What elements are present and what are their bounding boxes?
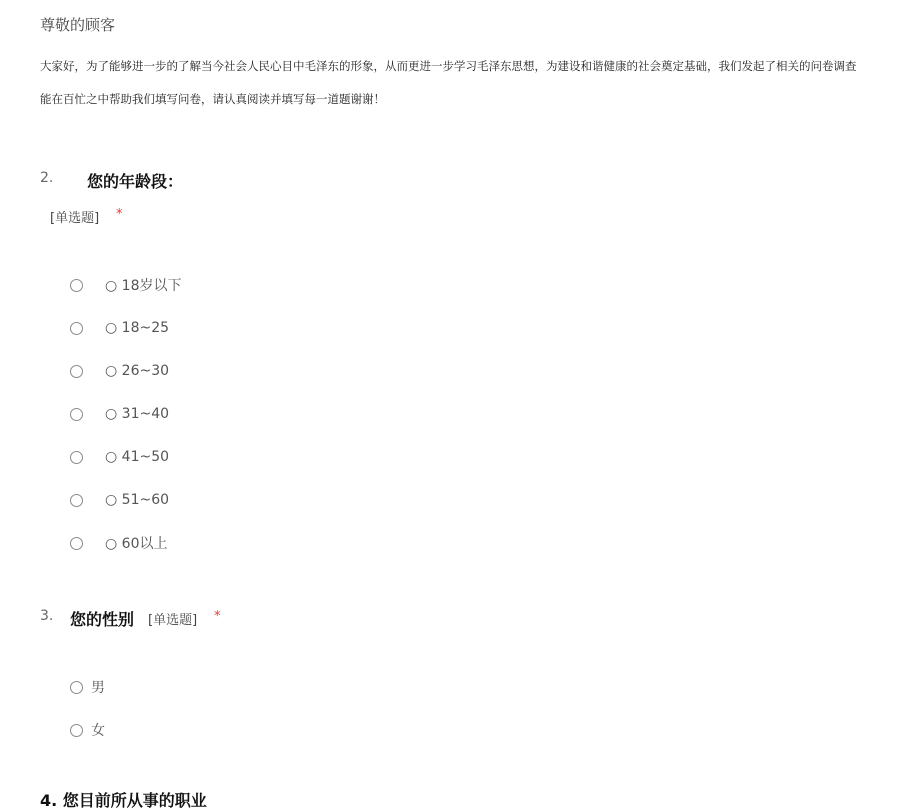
option-gender-male[interactable]	[70, 676, 105, 698]
option-gender-female[interactable]	[70, 719, 105, 741]
option-age-51-60[interactable]	[70, 489, 169, 511]
radio-button[interactable]	[70, 365, 83, 378]
option-age-26-30[interactable]	[70, 360, 169, 382]
option-label: ○ 18岁以下	[105, 278, 182, 294]
option-label: ○ 26~30	[105, 363, 170, 379]
radio-button[interactable]	[70, 681, 83, 694]
option-age-under-18[interactable]	[70, 274, 181, 296]
option-label: 女	[91, 723, 105, 739]
option-label: ○ 60以上	[105, 536, 168, 552]
question-title: 您的性别	[70, 610, 135, 629]
option-age-over-60[interactable]	[70, 532, 167, 554]
required-marker: *	[214, 609, 221, 624]
radio-button[interactable]	[70, 322, 83, 335]
option-age-18-25[interactable]	[70, 317, 169, 339]
radio-button[interactable]	[70, 494, 83, 507]
required-marker: *	[116, 207, 123, 222]
greeting-title: 尊敬的顾客	[40, 16, 116, 34]
radio-button[interactable]	[70, 408, 83, 421]
option-label: ○ 41~50	[105, 449, 170, 465]
question-number: 3.	[40, 608, 54, 624]
question-title: 您的年龄段：	[87, 172, 184, 191]
question-type-label: [单选题]	[50, 211, 100, 226]
intro-text-line-1: 大家好，为了能够进一步的了解当今社会人民心目中毛泽东的形象，从而更进一步学习毛泽东思想，为建设和谐健康的社会奠定基础，我们发起了相关的问卷调查	[40, 59, 857, 73]
option-label: ○ 18~25	[105, 320, 170, 336]
next-question-partial: 4. 您目前所从事的职业	[40, 791, 207, 810]
radio-button[interactable]	[70, 451, 83, 464]
question-type-label: [单选题]	[148, 613, 198, 628]
option-age-31-40[interactable]	[70, 403, 169, 425]
question-number: 2.	[40, 170, 54, 186]
radio-button[interactable]	[70, 279, 83, 292]
option-label: 男	[91, 680, 105, 696]
option-label: ○ 31~40	[105, 406, 170, 422]
radio-button[interactable]	[70, 724, 83, 737]
radio-button[interactable]	[70, 537, 83, 550]
option-label: ○ 51~60	[105, 492, 170, 508]
intro-text-line-2: 能在百忙之中帮助我们填写问卷，请认真阅读并填写每一道题谢谢！	[40, 92, 385, 106]
option-age-41-50[interactable]	[70, 446, 169, 468]
